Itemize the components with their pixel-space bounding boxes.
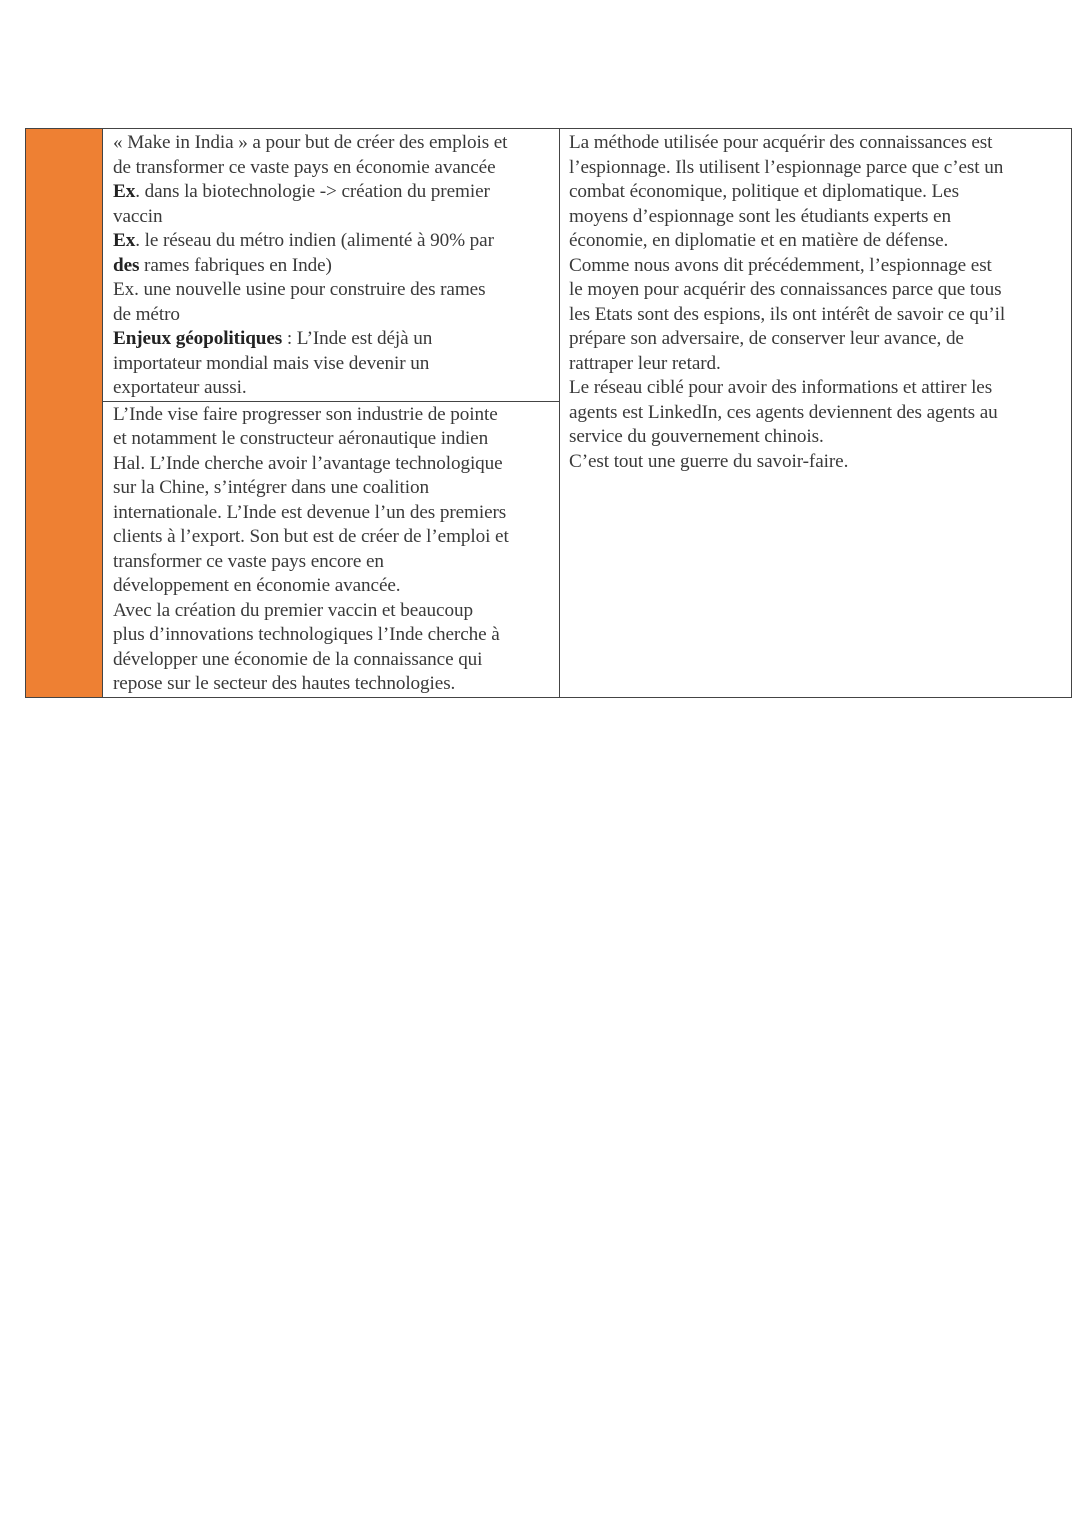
text-line: [113, 205, 551, 230]
text-span: « Make in India » a pour but de créer des emplois et: [113, 132, 508, 153]
right-column: [560, 129, 1072, 698]
text-line: le moyen pour acquérir des connaissances parce que tous: [569, 279, 1002, 300]
text-line: transformer ce vaste pays encore en: [113, 550, 384, 572]
text-line: repose sur le secteur des hautes technologies.: [113, 673, 456, 694]
text-line: développement en économie avancée.: [113, 575, 401, 596]
middle-top-row: [103, 129, 559, 401]
text-span: : L’Inde est déjà un: [282, 328, 433, 349]
text-line: [113, 156, 551, 181]
text-span: de transformer ce vaste pays en économie avancée: [113, 156, 496, 178]
text-line: [113, 131, 551, 156]
content-table: [25, 128, 1072, 698]
text-line: [113, 376, 551, 401]
text-bold: des: [113, 254, 140, 276]
text-line: prépare son adversaire, de conserver leur avance, de: [569, 328, 964, 349]
text-line: moyens d’espionnage sont les étudiants experts en: [569, 205, 951, 227]
text-line: [113, 352, 551, 377]
text-line: rattraper leur retard.: [569, 352, 721, 374]
text-line: clients à l’export. Son but est de créer de l’emploi et: [113, 526, 509, 547]
text-line: L’Inde vise faire progresser son industrie de pointe: [113, 403, 498, 425]
text-line: Le réseau ciblé pour avoir des informations et attirer les: [569, 377, 993, 398]
text-span: de métro: [113, 303, 180, 325]
text-line: les Etats sont des espions, ils ont intérêt de savoir ce qu’il: [569, 303, 1006, 325]
accent-column: [26, 129, 103, 698]
text-line: [113, 254, 551, 279]
text-span: vaccin: [113, 205, 163, 227]
text-line: [113, 327, 551, 352]
text-line: agents est LinkedIn, ces agents deviennent des agents au: [569, 401, 998, 423]
text-line: Hal. L’Inde cherche avoir l’avantage technologique: [113, 452, 503, 474]
middle-bottom-cell: [103, 401, 559, 697]
text-bold: Enjeux géopolitiques: [113, 328, 283, 349]
text-line: internationale. L’Inde est devenue l’un des premiers: [113, 501, 507, 523]
middle-top-cell: [103, 129, 559, 401]
text-line: [113, 229, 551, 254]
inde-industrie-text: [103, 402, 559, 697]
middle-bottom-row: [103, 401, 559, 697]
text-line: [113, 278, 551, 303]
text-line: [113, 180, 551, 205]
make-in-india-text: [103, 129, 559, 401]
text-span: rames fabriques en Inde): [139, 254, 332, 276]
text-bold: Ex: [113, 230, 136, 251]
text-line: développer une économie de la connaissance qui: [113, 648, 483, 670]
text-line: et notamment le constructeur aéronautique indien: [113, 428, 489, 449]
text-span: . le réseau du métro indien (alimenté à 90% par: [135, 230, 494, 251]
text-bold: Ex: [113, 181, 136, 202]
text-line: économie, en diplomatie et en matière de défense.: [569, 230, 949, 251]
text-line: combat économique, politique et diplomatique. Les: [569, 181, 959, 202]
text-line: La méthode utilisée pour acquérir des connaissances est: [569, 132, 993, 153]
text-line: service du gouvernement chinois.: [569, 426, 824, 447]
middle-column: [103, 129, 560, 698]
text-span: Ex. une nouvelle usine pour construire des rames: [113, 279, 486, 300]
text-line: [113, 303, 551, 328]
espionnage-text: [560, 129, 1071, 474]
text-line: plus d’innovations technologiques l’Inde cherche à: [113, 624, 500, 645]
text-span: exportateur aussi.: [113, 377, 247, 398]
text-line: sur la Chine, s’intégrer dans une coalition: [113, 477, 429, 498]
middle-column-inner: [103, 129, 559, 697]
text-line: Avec la création du premier vaccin et beaucoup: [113, 599, 473, 621]
text-span: . dans la biotechnologie -> création du premier: [135, 181, 490, 202]
text-line: C’est tout une guerre du savoir-faire.: [569, 450, 849, 472]
text-line: l’espionnage. Ils utilisent l’espionnage parce que c’est un: [569, 156, 1004, 178]
text-span: importateur mondial mais vise devenir un: [113, 352, 430, 374]
table-row: [26, 129, 1072, 698]
text-line: Comme nous avons dit précédemment, l’espionnage est: [569, 254, 992, 276]
